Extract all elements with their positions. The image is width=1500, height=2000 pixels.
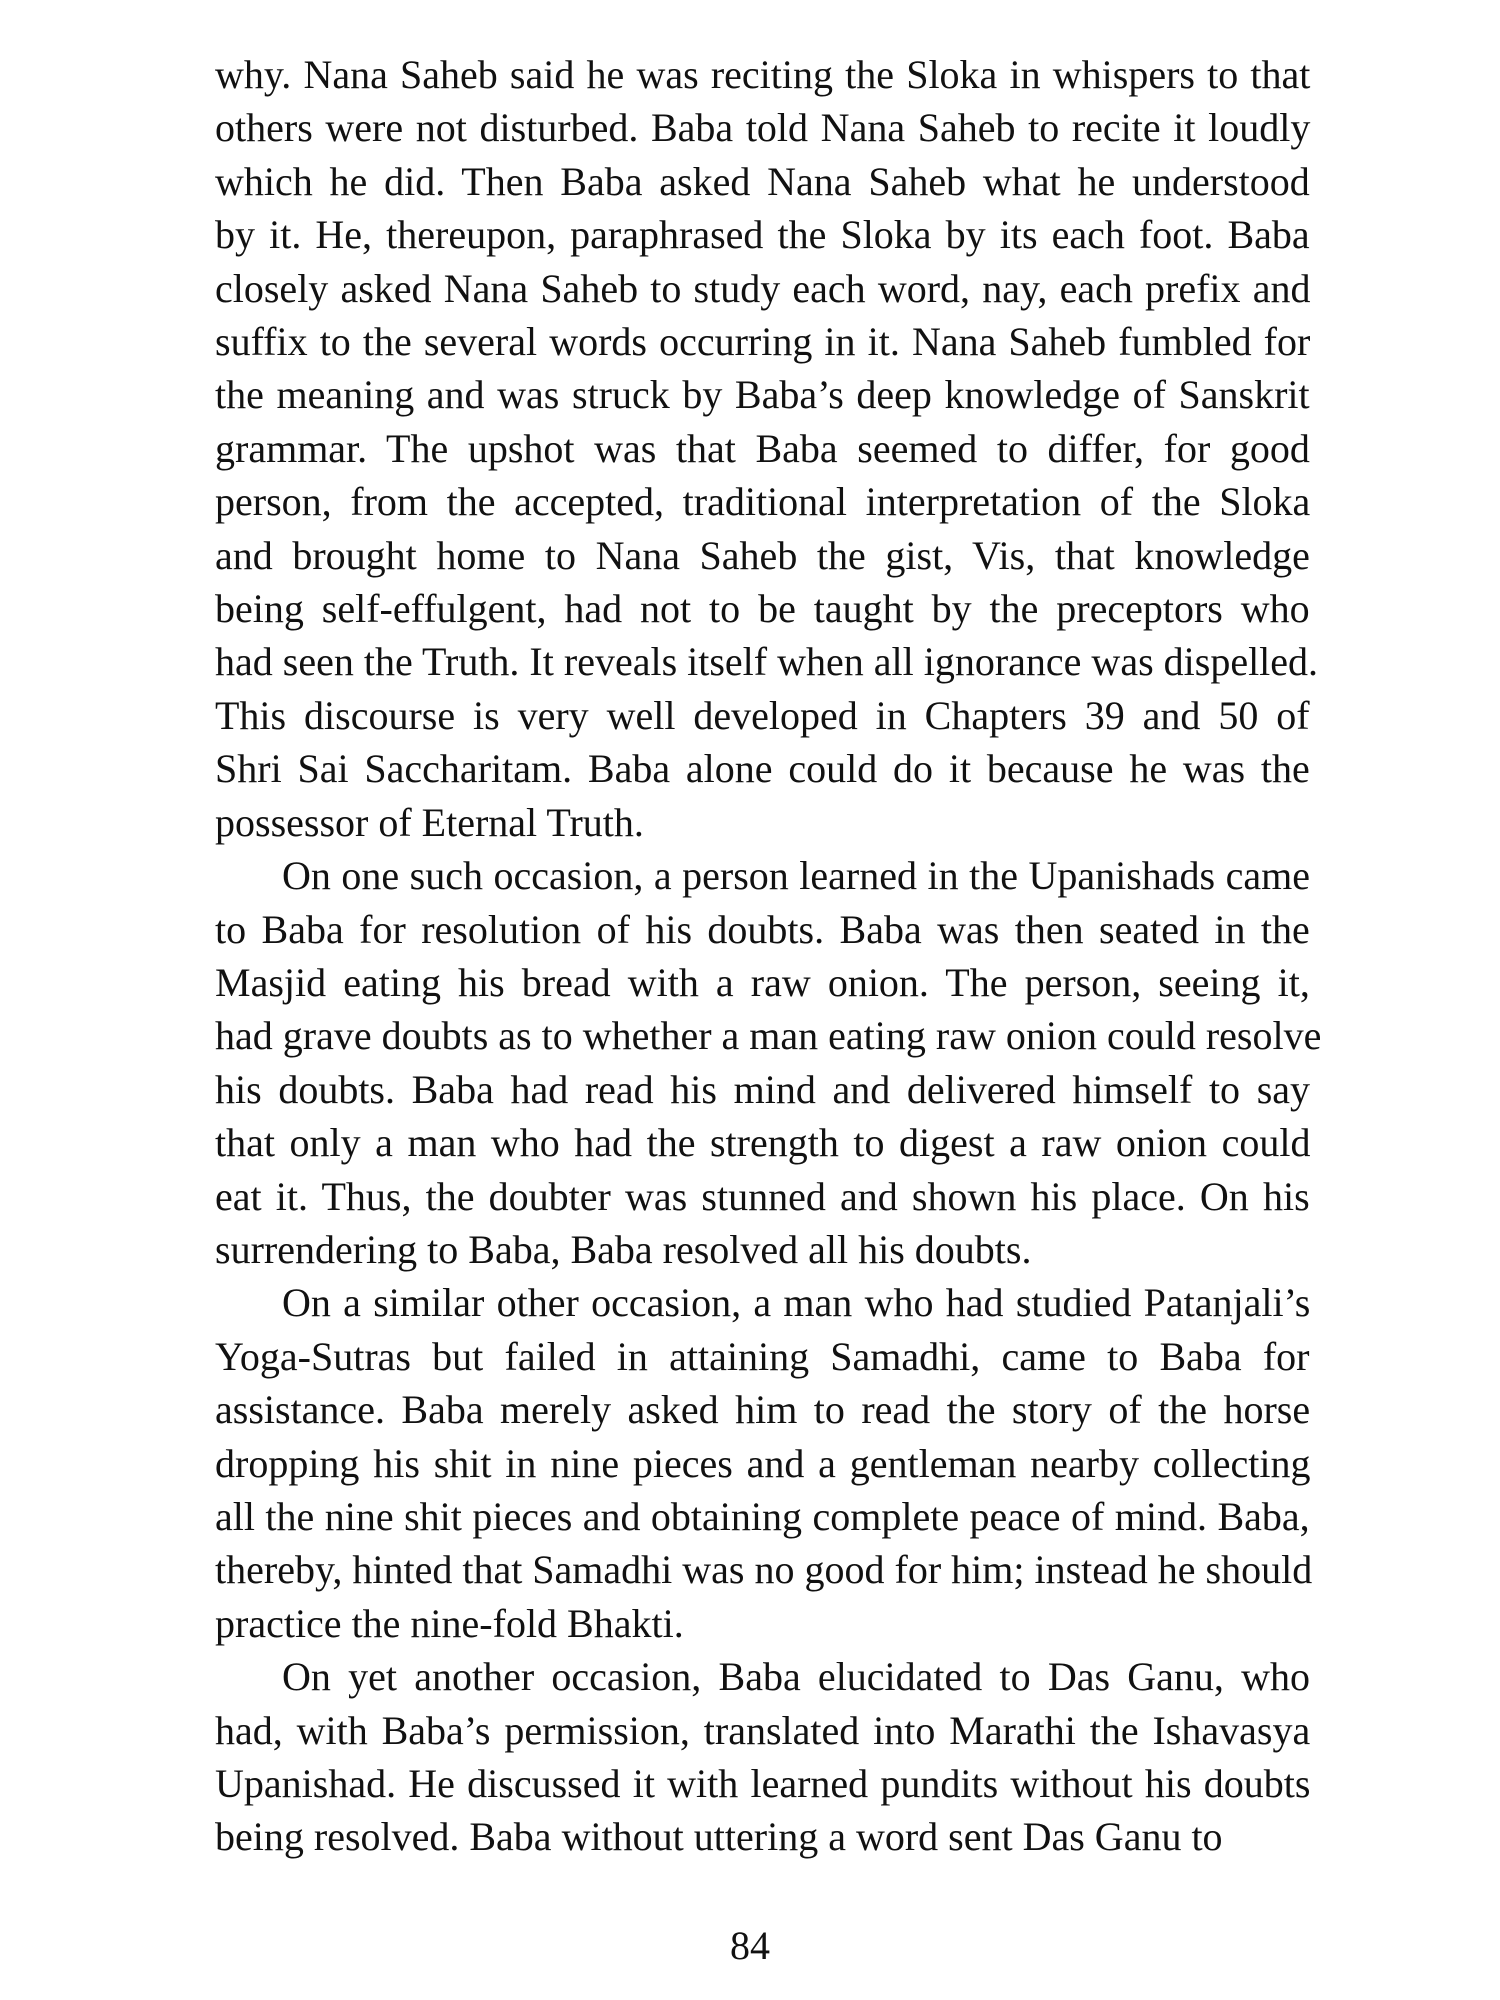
text-line: had grave doubts as to whether a man eating raw onion could resolve <box>215 1013 1322 1059</box>
text-line: assistance. Baba merely asked him to read the story of the horse <box>215 1387 1311 1433</box>
text-line: the meaning and was struck by Baba’s deep knowledge of Sanskrit <box>215 372 1310 418</box>
text-line: practice the nine-fold Bhakti. <box>215 1600 684 1646</box>
text-line: This discourse is very well developed in Chapters 39 and 50 of <box>215 692 1310 738</box>
text-line: Yoga-Sutras but failed in attaining Samadhi, came to Baba for <box>215 1333 1310 1379</box>
text-line: surrendering to Baba, Baba resolved all his doubts. <box>215 1226 1032 1272</box>
text-line: person, from the accepted, traditional interpretation of the Sloka <box>215 479 1311 525</box>
paragraph <box>215 48 1319 849</box>
paragraph <box>215 1276 1313 1650</box>
text-line: being self-effulgent, had not to be taught by the preceptors who <box>215 586 1310 632</box>
paragraph <box>215 849 1322 1276</box>
text-line: had seen the Truth. It reveals itself when all ignorance was dispelled. <box>215 639 1319 685</box>
text-line: dropping his shit in nine pieces and a gentleman nearby collecting <box>215 1440 1311 1486</box>
text-line: suffix to the several words occurring in it. Nana Saheb fumbled for <box>215 319 1311 365</box>
text-line: that only a man who had the strength to digest a raw onion could <box>215 1120 1311 1166</box>
text-line: had, with Baba’s permission, translated into Marathi the Ishavasya <box>215 1707 1311 1753</box>
paragraph <box>215 1650 1310 1864</box>
text-line: which he did. Then Baba asked Nana Saheb what he understood <box>215 158 1310 204</box>
text-line: his doubts. Baba had read his mind and delivered himself to say <box>215 1066 1311 1112</box>
text-line: thereby, hinted that Samadhi was no good for him; instead he should <box>215 1547 1313 1593</box>
text-line: eat it. Thus, the doubter was stunned and shown his place. On his <box>215 1173 1310 1219</box>
text-line: by it. He, thereupon, paraphrased the Sloka by its each foot. Baba <box>215 212 1310 258</box>
text-line: possessor of Eternal Truth. <box>215 799 644 845</box>
text-line: Shri Sai Saccharitam. Baba alone could do it because he was the <box>215 746 1310 792</box>
text-line: On a similar other occasion, a man who had studied Patanjali’s <box>282 1280 1311 1326</box>
text-line: others were not disturbed. Baba told Nana Saheb to recite it loudly <box>215 105 1311 151</box>
body-text <box>215 48 1322 1864</box>
text-line: closely asked Nana Saheb to study each word, nay, each prefix and <box>215 265 1311 311</box>
text-line: Masjid eating his bread with a raw onion. The person, seeing it, <box>215 959 1310 1005</box>
text-line: On one such occasion, a person learned in the Upanishads came <box>282 853 1310 899</box>
text-line: all the nine shit pieces and obtaining complete peace of mind. Baba, <box>215 1493 1310 1539</box>
text-line: Upanishad. He discussed it with learned pundits without his doubts <box>215 1761 1311 1806</box>
text-line: to Baba for resolution of his doubts. Baba was then seated in the <box>215 906 1310 952</box>
text-line: On yet another occasion, Baba elucidated to Das Ganu, who <box>282 1654 1311 1700</box>
text-line: being resolved. Baba without uttering a word sent Das Ganu to <box>215 1814 1223 1860</box>
text-line: and brought home to Nana Saheb the gist, Vis, that knowledge <box>215 532 1310 578</box>
text-line: why. Nana Saheb said he was reciting the Sloka in whispers to that <box>215 52 1311 97</box>
page-number: 84 <box>730 1923 770 1968</box>
text-line: grammar. The upshot was that Baba seemed to differ, for good <box>215 425 1310 471</box>
